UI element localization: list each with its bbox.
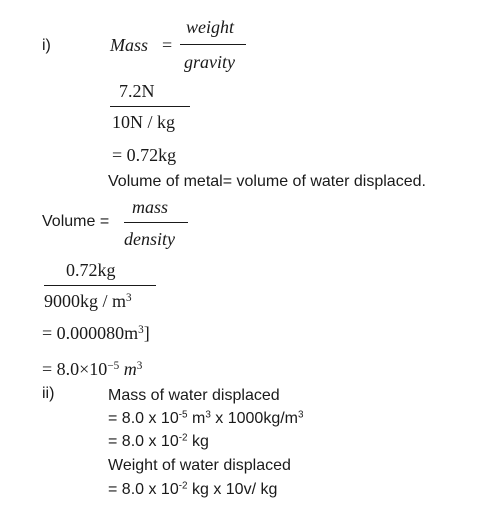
- part-ii-label: ii): [42, 385, 55, 402]
- part-ii-line-2: = 8.0 x $10^{-5}$ $m^3$ x $1000kg/m^3$: [108, 409, 304, 427]
- fraction-bar-substitution: [110, 106, 190, 107]
- part-ii-line-5: = 8.0 x $10^{-2}$ kg x 10v/ kg: [108, 480, 278, 498]
- mass-result: = 0.72kg: [112, 145, 177, 165]
- fraction-numerator-weight: weight: [186, 17, 234, 37]
- volume-lhs: Volume =: [42, 213, 110, 230]
- volume-result-1: = $0.000080m^3$]: [42, 323, 150, 343]
- substitution-numerator: 7.2N: [119, 81, 155, 101]
- substitution-denominator: 10N / kg: [112, 112, 175, 132]
- mass-lhs: Mass: [110, 35, 149, 55]
- fraction-denominator-gravity: gravity: [184, 52, 235, 72]
- volume-sub-numerator: 0.72kg: [66, 260, 116, 280]
- volume-numerator-mass: mass: [132, 197, 169, 217]
- volume-statement: Volume of metal= volume of water displaced.: [108, 173, 426, 190]
- volume-sub-denominator: $9000kg / m^3$: [44, 291, 132, 311]
- part-ii-line-3: = 8.0 x $10^{-2}$ kg: [108, 432, 209, 450]
- part-i-label: i): [42, 37, 51, 54]
- fraction-bar-mass-density: [124, 222, 188, 223]
- part-ii-line-1: Mass of water displaced: [108, 387, 280, 404]
- fraction-bar-weight-gravity: [180, 44, 246, 45]
- mass-equals: =: [162, 35, 173, 55]
- volume-result-2: = $8.0\times 10^{-5}$ $m^3$: [42, 359, 143, 379]
- fraction-bar-volume-substitution: [44, 285, 156, 286]
- part-ii-line-4: Weight of water displaced: [108, 457, 291, 474]
- volume-denominator-density: density: [124, 229, 175, 249]
